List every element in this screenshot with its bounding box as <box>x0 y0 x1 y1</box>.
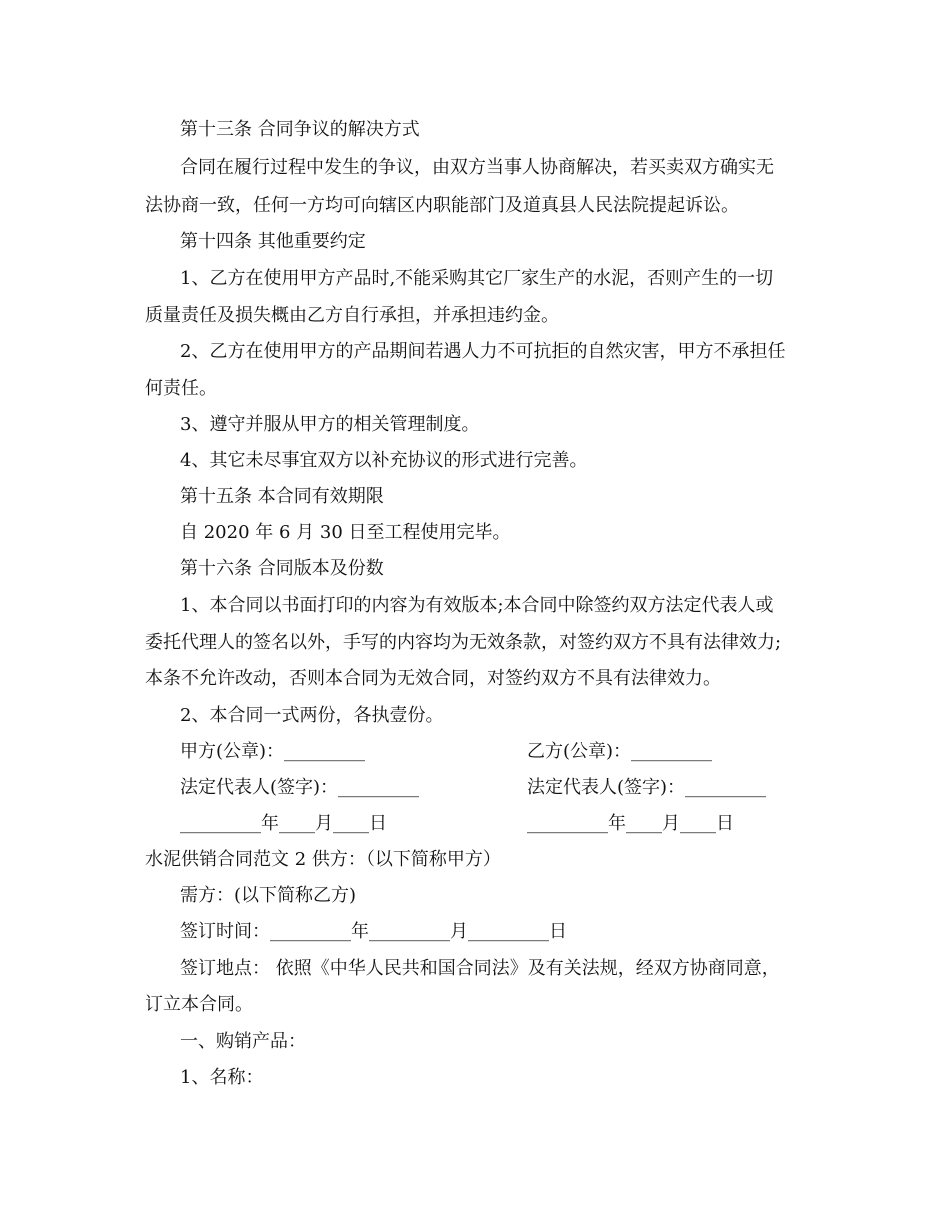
article-13-paragraph-line-2: 法协商一致，任何一方均可向辖区内职能部门及道真县人民法院提起诉讼。 <box>145 195 739 216</box>
article-14-item-1-line-2: 质量责任及损失概由乙方自行承担，并承担违约金。 <box>145 305 559 326</box>
article-16-item-1-line-1: 1、本合同以书面打印的内容为有效版本;本合同中除签约双方法定代表人或 <box>180 595 774 616</box>
article-14-item-3: 3、遵守并服从甲方的相关管理制度。 <box>180 414 480 435</box>
article-14-item-4: 4、其它未尽事宜双方以补充协议的形式进行完善。 <box>180 450 588 471</box>
party-a-date-line: _________年____月____日 <box>180 813 387 834</box>
contract-2-buyer-line: 需方：(以下简称乙方) <box>180 885 357 906</box>
article-14-item-2-line-1: 2、乙方在使用甲方的产品期间若遇人力不可抗拒的自然灾害，甲方不承担任 <box>180 341 786 362</box>
article-14-item-1-line-1: 1、乙方在使用甲方产品时,不能采购其它厂家生产的水泥，否则产生的一切 <box>180 268 774 289</box>
party-a-representative-line: 法定代表人(签字)：_________ <box>180 777 420 798</box>
article-13-heading: 第十三条 合同争议的解决方式 <box>180 119 420 140</box>
party-b-seal-line: 乙方(公章)：_________ <box>527 741 713 762</box>
contract-2-sign-place-line-2: 订立本合同。 <box>145 994 253 1015</box>
article-13-paragraph-line-1: 合同在履行过程中发生的争议，由双方当事人协商解决，若买卖双方确实无 <box>180 157 774 178</box>
article-16-item-1-line-2: 委托代理人的签名以外，手写的内容均为无效条款，对签约双方不具有法律效力; <box>145 632 782 653</box>
contract-2-sign-time: 签订时间：_________年_________月_________日 <box>180 921 567 942</box>
party-b-date-line: _________年____月____日 <box>527 813 734 834</box>
article-16-item-1-line-3: 本条不允许改动，否则本合同为无效合同，对签约双方不具有法律效力。 <box>145 668 721 689</box>
article-14-item-2-line-2: 何责任。 <box>145 378 217 399</box>
article-15-heading: 第十五条 本合同有效期限 <box>180 486 384 507</box>
contract-2-sign-place-line-1: 签订地点： 依照《中华人民共和国合同法》及有关法规，经双方协商同意， <box>180 958 780 979</box>
contract-2-section-1-heading: 一、购销产品： <box>180 1031 306 1052</box>
party-a-seal-line: 甲方(公章)：_________ <box>180 741 366 762</box>
article-16-heading: 第十六条 合同版本及份数 <box>180 558 384 579</box>
article-16-item-2: 2、本合同一式两份，各执壹份。 <box>180 705 444 726</box>
contract-2-title-line: 水泥供销合同范文 2 供方：（以下简称甲方） <box>145 849 501 870</box>
contract-2-section-1-item-1: 1、名称： <box>180 1067 264 1088</box>
party-b-representative-line: 法定代表人(签字)：_________ <box>527 777 767 798</box>
article-14-heading: 第十四条 其他重要约定 <box>180 231 366 252</box>
article-15-paragraph: 自 2020 年 6 月 30 日至工程使用完毕。 <box>180 522 511 543</box>
